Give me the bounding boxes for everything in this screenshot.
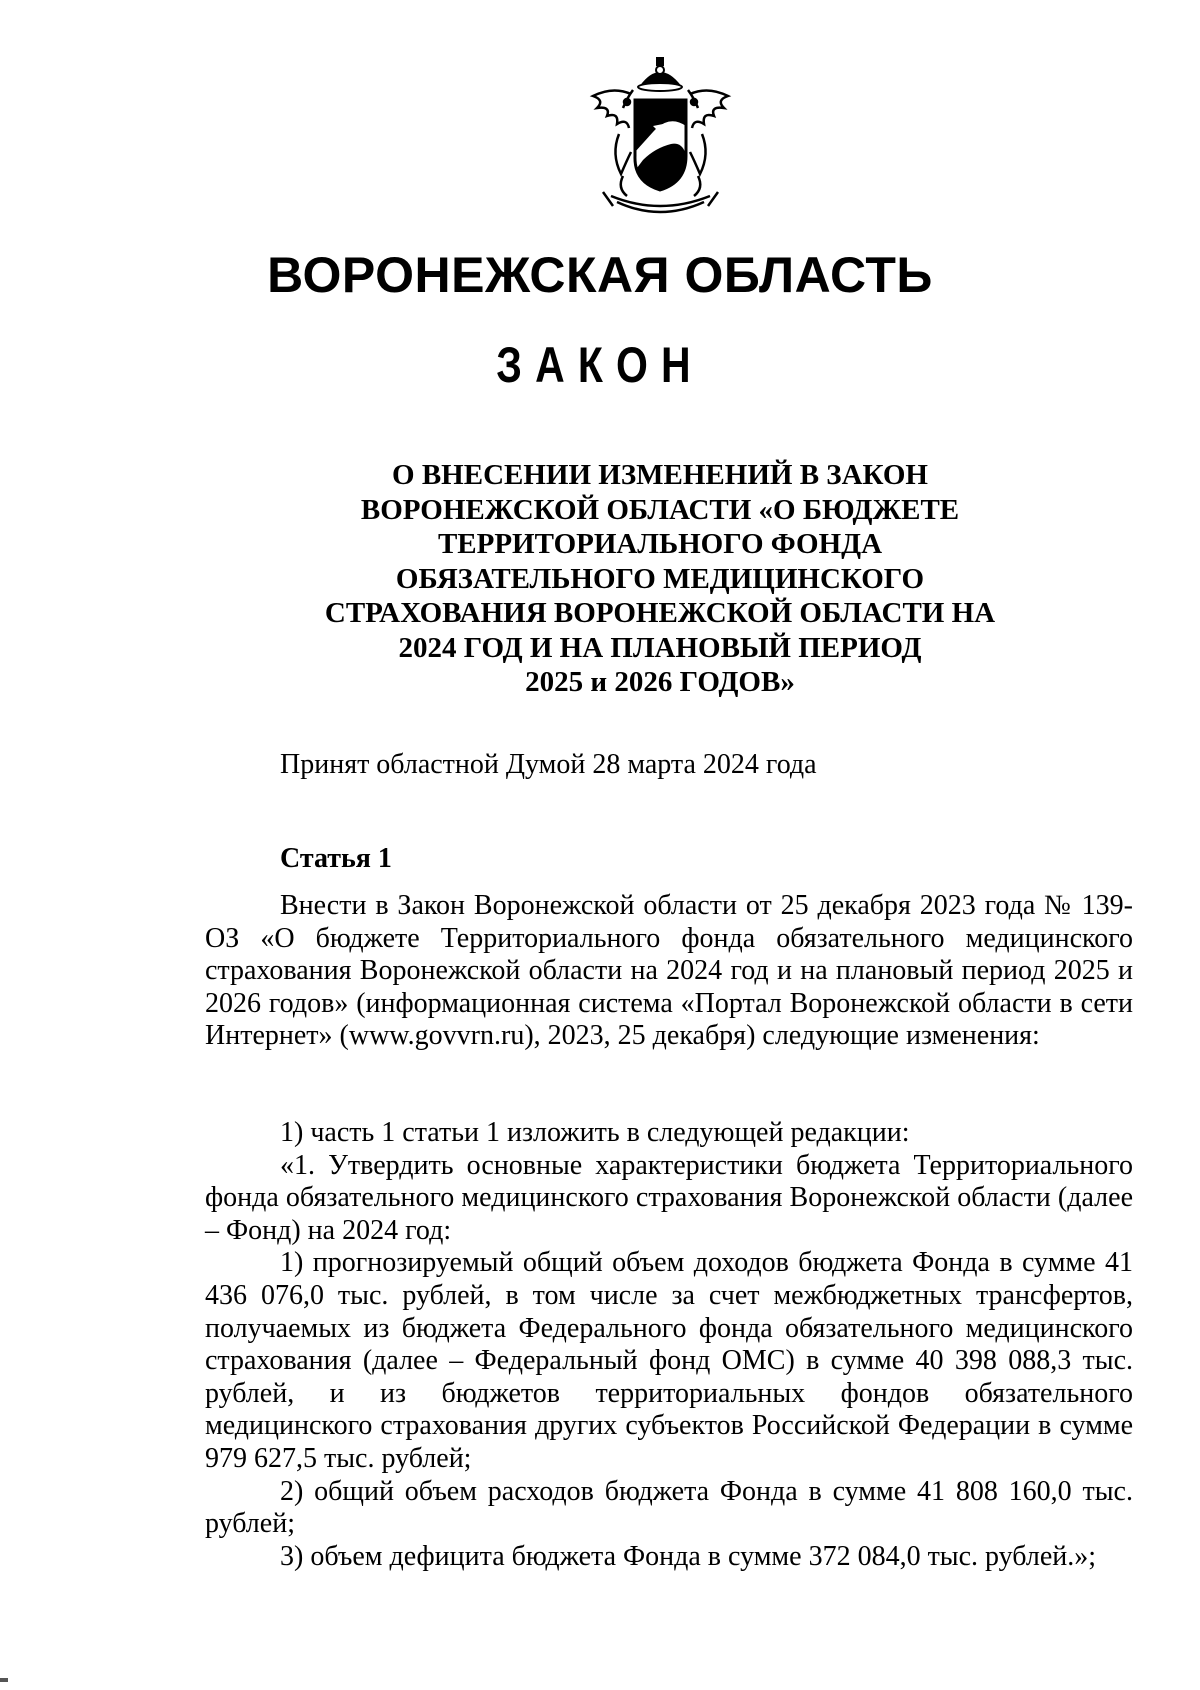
- article-intro-paragraph: Внести в Закон Воронежской области от 25 декабря 2023 года № 139-ОЗ «О бюджете Территориального фонда обязательного медицинского страхования Воронежской области на 2024 год и на плановый период 2025 и 2026 годов» (информационная система «Портал Воронежской области в сети Интернет» (www.govvrn.ru), 2023, 25 декабря) следующие изменения:: [205, 890, 1133, 1052]
- voronezh-coat-of-arms-icon: [583, 56, 738, 219]
- shield-icon: [635, 100, 686, 190]
- law-subject-line: О ВНЕСЕНИИ ИЗМЕНЕНИЙ В ЗАКОН: [392, 459, 928, 491]
- amendment-item: 3) объем дефицита бюджета Фонда в сумме 372 084,0 тыс. рублей.»;: [280, 1540, 1097, 1572]
- region-title: ВОРОНЕЖСКАЯ ОБЛАСТЬ: [267, 247, 933, 303]
- law-subject-line: 2024 ГОД И НА ПЛАНОВЫЙ ПЕРИОД: [398, 631, 922, 664]
- adoption-note: Принят областной Думой 28 марта 2024 года: [280, 749, 817, 780]
- scan-edge-mark: [0, 1678, 8, 1682]
- amendment-item: 1) часть 1 статьи 1 изложить в следующей редакции:: [280, 1117, 910, 1148]
- law-subject-line: СТРАХОВАНИЯ ВОРОНЕЖСКОЙ ОБЛАСТИ НА: [324, 597, 996, 629]
- article-intro: [205, 890, 1133, 1053]
- crown-icon: [638, 58, 682, 91]
- amendment-list: [205, 1117, 1133, 1573]
- amendment-item: 1) прогнозируемый общий объем доходов бюджета Фонда в сумме 41 436 076,0 тыс. рублей, в том числе за счет межбюджетных трансфертов, получаемых из бюджета Федерального фонда обязательного медицинского страхования (далее – Федеральный фонд ОМС) в сумме 40 398 088,3 тыс. рублей, и из бюджетов территориальных фондов обязательного медицинского страхования других субъектов Российской Федерации в сумме 979 627,5 тыс. рублей;: [205, 1247, 1133, 1474]
- amendment-item: 2) общий объем расходов бюджета Фонда в сумме 41 808 160,0 тыс. рублей;: [205, 1475, 1133, 1540]
- left-griffin-icon: [593, 90, 633, 196]
- amendment-item: «1. Утвердить основные характеристики бюджета Территориального фонда обязательного медицинского страхования Воронежской области (далее – Фонд) на 2024 год:: [205, 1149, 1133, 1246]
- law-subject-line: ОБЯЗАТЕЛЬНОГО МЕДИЦИНСКОГО: [395, 562, 925, 595]
- article-heading: Статья 1: [280, 843, 392, 874]
- law-subject-line: ТЕРРИТОРИАЛЬНОГО ФОНДА: [437, 528, 883, 560]
- ribbon-icon: [603, 192, 718, 212]
- law-subject-heading: [300, 458, 1020, 700]
- law-subject-line: 2025 и 2026 ГОДОВ»: [525, 666, 795, 698]
- right-griffin-icon: [688, 90, 728, 196]
- law-subject-line: ВОРОНЕЖСКОЙ ОБЛАСТИ «О БЮДЖЕТЕ: [360, 493, 960, 526]
- document-type-title: ЗАКОН: [496, 337, 704, 393]
